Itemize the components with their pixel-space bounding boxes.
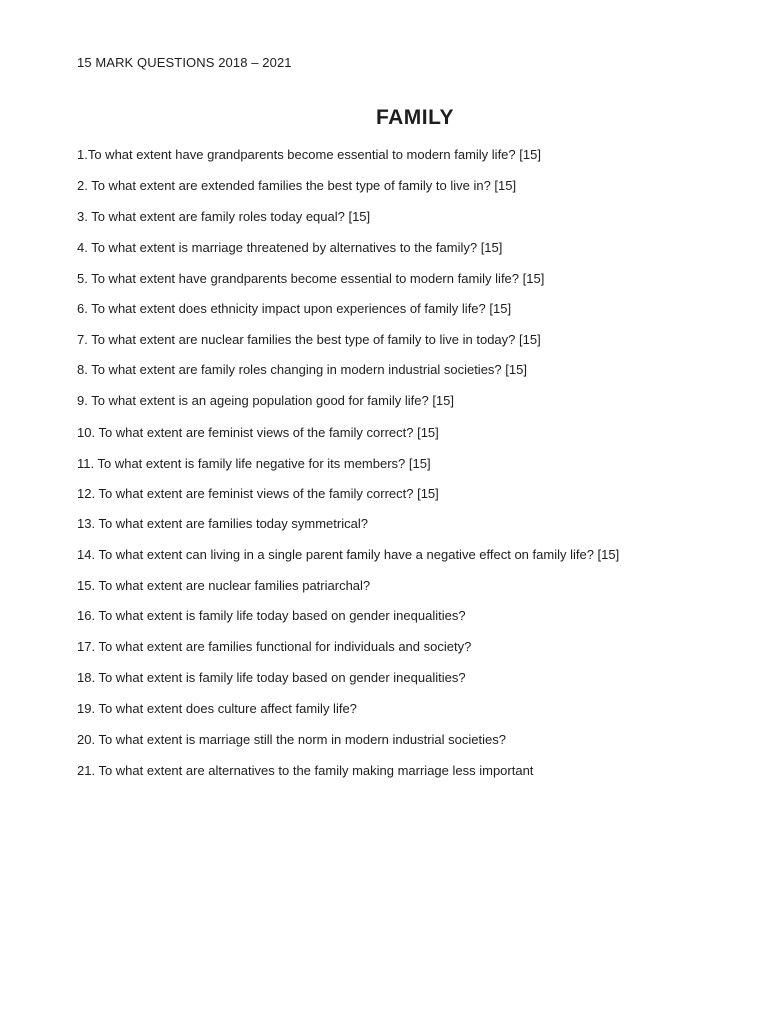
question-item: 7. To what extent are nuclear families the best type of family to live in today? [15] xyxy=(77,332,541,347)
question-item: 3. To what extent are family roles today equal? [15] xyxy=(77,209,371,224)
question-item: 10. To what extent are feminist views of the family correct? [15] xyxy=(77,425,439,440)
question-item: 2. To what extent are extended families the best type of family to live in? [15] xyxy=(77,178,517,193)
question-item: 15. To what extent are nuclear families patriarchal? xyxy=(77,578,371,593)
question-item: 4. To what extent is marriage threatened by alternatives to the family? [15] xyxy=(77,240,503,255)
question-item: 19. To what extent does culture affect family life? xyxy=(77,701,357,716)
question-item: 12. To what extent are feminist views of the family correct? [15] xyxy=(77,486,439,501)
question-item: 5. To what extent have grandparents become essential to modern family life? [15] xyxy=(77,271,545,286)
question-item: 20. To what extent is marriage still the norm in modern industrial societies? xyxy=(77,732,506,747)
question-item: 21. To what extent are alternatives to the family making marriage less important xyxy=(77,763,534,778)
question-item: 6. To what extent does ethnicity impact upon experiences of family life? [15] xyxy=(77,301,512,316)
question-item: 1.To what extent have grandparents become essential to modern family life? [15] xyxy=(77,147,541,162)
question-item: 18. To what extent is family life today based on gender inequalities? xyxy=(77,670,466,685)
question-item: 16. To what extent is family life today based on gender inequalities? xyxy=(77,608,466,623)
question-item: 17. To what extent are families functional for individuals and society? xyxy=(77,639,472,654)
question-item: 11. To what extent is family life negative for its members? [15] xyxy=(77,456,431,471)
question-item: 9. To what extent is an ageing population good for family life? [15] xyxy=(77,393,455,408)
page-title: FAMILY xyxy=(375,106,455,129)
document-header: 15 MARK QUESTIONS 2018 – 2021 xyxy=(77,55,292,70)
question-item: 13. To what extent are families today symmetrical? xyxy=(77,516,368,531)
question-item: 14. To what extent can living in a single parent family have a negative effect on family life? [15] xyxy=(77,547,620,562)
question-item: 8. To what extent are family roles changing in modern industrial societies? [15] xyxy=(77,362,527,377)
